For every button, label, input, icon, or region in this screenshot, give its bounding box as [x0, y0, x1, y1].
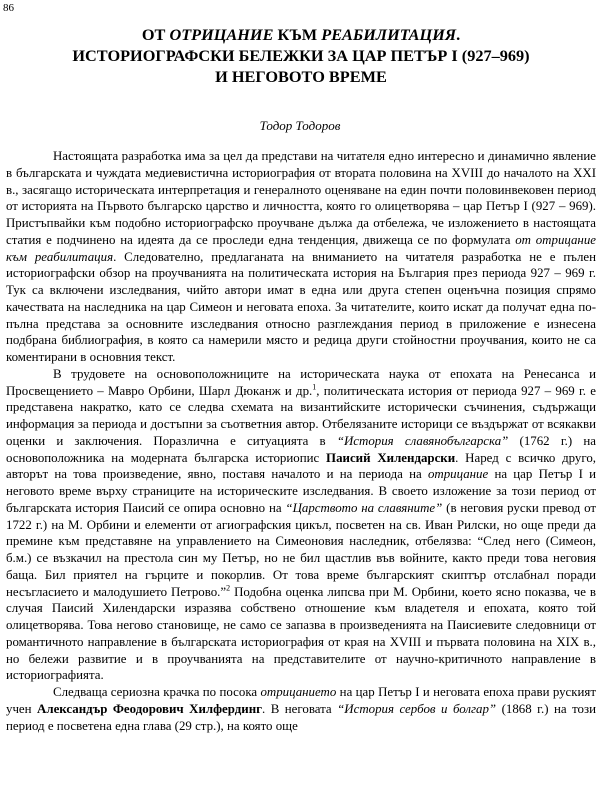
paragraph-2-text-c: (1762 г.) на основоположника на модерната българска историопис [6, 433, 596, 465]
author-name: Тодор Тодоров [259, 118, 341, 133]
paragraph-2-text-d: . Наред с всичко друго, авторът на това произведение, явно, поставя началото и на периода на [6, 450, 596, 482]
paragraph-1-text-a: Настоящата разработка има за цел да представи на читателя едно интересно и динамично явление в българската и чуждата медиевистична историография от втората половина на XVIII до началото на XXI в., засягащо историческата интерпретация и генералното оценяване на един почти половинвековен период от историята на Първото българско царство и личността, която го олицетворява – цар Петър I (927 – 969). Пристъпвайки към подобно историографско проучване дължа да отбележа, че изложението в настоящата статия е подчинено на идеята да се проследи една тенденция, движеща се по формулата [6, 149, 596, 247]
paragraph-2-italic-carstvoto: “Царството на славяните” [285, 500, 443, 515]
title-line-1-end: . [456, 25, 461, 44]
title-line-1-pre: ОТ [141, 25, 170, 44]
paragraph-3-text-b: на цар Петър I и неговата епоха прави руският учен [6, 685, 596, 716]
paragraph-3-bold-hilferding: Александър Феодорович Хилфердинг [37, 701, 262, 716]
paragraph-3-text-c: . В неговата [261, 701, 338, 716]
paragraph-2-italic-otricanie: отрицание [427, 467, 489, 482]
paragraph-2 [6, 366, 596, 684]
paragraph-3-italic-istoria-serbov: “История сербов и болгар” [337, 701, 497, 716]
paragraph-2-italic-istoria: “История славянобългарска” [336, 433, 509, 448]
paragraph-3 [6, 684, 596, 734]
paragraph-2-text-a: В трудовете на основоположниците на историческата наука от епохата на Ренесанса и Просвещението – Мавро Орбини, Шарл Дюканж и др. [6, 366, 596, 398]
paragraph-3-italic-otricanieto: отрицанието [260, 685, 337, 699]
title-line-1-mid: КЪМ [273, 25, 322, 44]
title-line-1 [6, 24, 596, 45]
article-body [6, 148, 596, 734]
paragraph-3-text-d: (1868 г.) на този период е посветена една глава (29 стр.), на която още [6, 701, 596, 733]
page-number: 86 [3, 2, 14, 14]
paragraph-2-text-f: (в неговия руски превод от 1722 г.) на М. Орбини и елементи от агиографския цикъл, посветен на св. Иван Рилски, но още преди да премине към представяне на управлението на Симеоновия наследник, отбелязва: “След него (Симеон, б.м.) се възкачил на престола син му Петър, но не бил щастлив във войните, както преди това неговия баща. Бил приятел на гърците и покорлив. От това време българският скиптър отслабнал поради несъгласието и малодушието Петрово.” [6, 500, 596, 599]
title-line-3: И НЕГОВОТО ВРЕМЕ [215, 67, 387, 86]
paragraph-2-bold-paisiy: Паисий Хилендарски [326, 450, 456, 465]
title-line-2: ИСТОРИОГРАФСКИ БЕЛЕЖКИ ЗА ЦАР ПЕТЪР I (927–969) [72, 46, 530, 65]
paragraph-3-text-a: Следваща сериозна крачка по посока [53, 685, 261, 699]
paragraph-2-text-e: на цар Петър I и неговото време върху страниците на историческите изследвания. В своето изложение за този период от българската история Паисий се опира основно на [6, 467, 596, 515]
title-word-reabilitacia: РЕАБИЛИТАЦИЯ [321, 25, 457, 44]
paragraph-1 [6, 148, 596, 366]
paragraph-1-italic-formula: от отрицание към реабилитация [6, 232, 596, 264]
article-title [6, 24, 596, 87]
paragraph-2-text-b: , политическата история от периода 927 – 969 г. е представена накратко, като се следва схемата на византийските исторически съчинения, съдържащи информация за периода и достъпни за съответния автор. Отбелязаните историци се въздържат от всякакви оценки и заключения. Поразлична е ситуацията в [6, 383, 596, 448]
title-word-otricanie: ОТРИЦАНИЕ [169, 25, 274, 44]
paragraph-1-text-b: . Следователно, предлаганата на вниманието на читателя разработка не е пълен историографски обзор на проучванията на политическата история на България през периода 927 – 969 г. Тук са включени изследвания, чийто автори имат в една или друга степен оценъчна позиция спрямо качествата на наследника на цар Симеон и неговата епоха. За читателите, които искат да получат една по-пълна представа за основните изследвания относно разглеждания период в приложение е изнесена подбрана библиография, в която са намерили място и редица други стойностни проучвания, които не са коментирани в основния текст. [6, 249, 596, 364]
paragraph-2-text-g: Подобна оценка липсва при М. Орбини, което ясно показва, че в случая Паисий Хилендарски изразява собствено отношение към владетеля и епохата, която той олицетворява. Това негово становище, не само се запазва в произведенията на Паисиевите следовници от романтичното направление в българската историография от края на XVIII и първата половина на XIX в., но бележи развитие и в проучванията на представителите от научно-критичното направление в историографията. [6, 584, 596, 683]
footnote-ref-2[interactable]: 2 [226, 583, 231, 593]
footnote-ref-1[interactable]: 1 [312, 382, 317, 392]
